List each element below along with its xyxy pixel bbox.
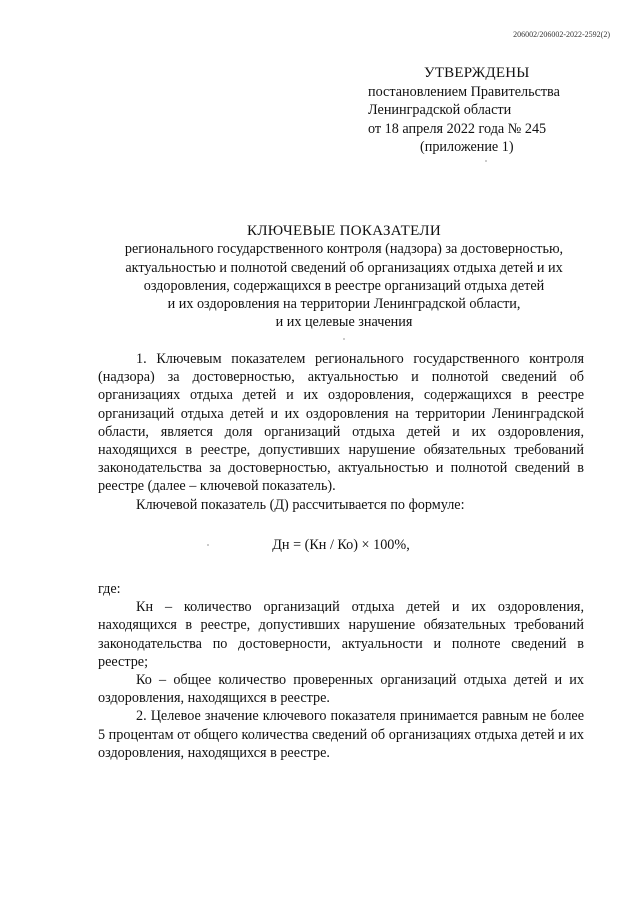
document-heading xyxy=(96,222,592,332)
heading-title: КЛЮЧЕВЫЕ ПОКАЗАТЕЛИ xyxy=(247,223,441,239)
paragraph-key-indicator: 1. Ключевым показателем регионального государственного контроля (надзора) за достоверностью, актуальностью и полнотой сведений об организациях отдыха детей и их оздоровления, содержащихся в реестре организаций отдыха детей и их оздоровления на территории Ленинградской области, является доля организаций отдыха детей и их оздоровления, находящихся в реестре, допустивших нарушение обязательных требований законодательства за достоверностью, актуальностью и полнотой сведений в реестре (далее – ключевой показатель). xyxy=(98,351,584,495)
definition-kn: Кн – количество организаций отдыха детей и их оздоровления, находящихся в реестре, допустивших нарушение обязательных требований законодательства по достоверности, актуальности и полноте сведений в реестре; xyxy=(98,599,584,670)
approval-line: Ленинградской области xyxy=(368,102,512,118)
paragraph-formula-intro: Ключевой показатель (Д) рассчитывается по формуле: xyxy=(136,496,465,513)
document-body xyxy=(98,350,584,762)
approval-appendix: (приложение 1) xyxy=(420,139,514,155)
heading-line: регионального государственного контроля (надзора) за достоверностью, xyxy=(124,241,564,258)
scan-speck xyxy=(207,544,209,546)
approval-line: постановлением Правительства xyxy=(368,83,560,100)
heading-line: оздоровления, содержащихся в реестре организаций отдыха детей xyxy=(143,277,545,294)
heading-line: и их оздоровления на территории Ленинградской области, xyxy=(167,296,521,313)
approval-line: от 18 апреля 2022 года № 245 xyxy=(368,120,547,137)
formula: Дн = (Кн / Ко) × 100%, xyxy=(272,536,410,553)
where-label: где: xyxy=(98,581,121,598)
definition-ko: Ко – общее количество проверенных организаций отдыха детей и их оздоровления, находящихся в реестре. xyxy=(98,672,584,707)
approval-block xyxy=(368,64,618,157)
paragraph-target-value: 2. Целевое значение ключевого показателя принимается равным не более 5 процентам от общего количества сведений об организациях отдыха детей и их оздоровления, находящихся в реестре. xyxy=(98,708,584,761)
document-id: 206002/206002-2022-2592(2) xyxy=(513,30,610,39)
approval-title: УТВЕРЖДЕНЫ xyxy=(424,65,530,81)
heading-line: актуальностью и полнотой сведений об организациях отдыха детей и их xyxy=(125,259,563,276)
scan-speck xyxy=(485,160,487,162)
heading-line: и их целевые значения xyxy=(275,314,413,331)
scan-speck xyxy=(343,338,345,340)
